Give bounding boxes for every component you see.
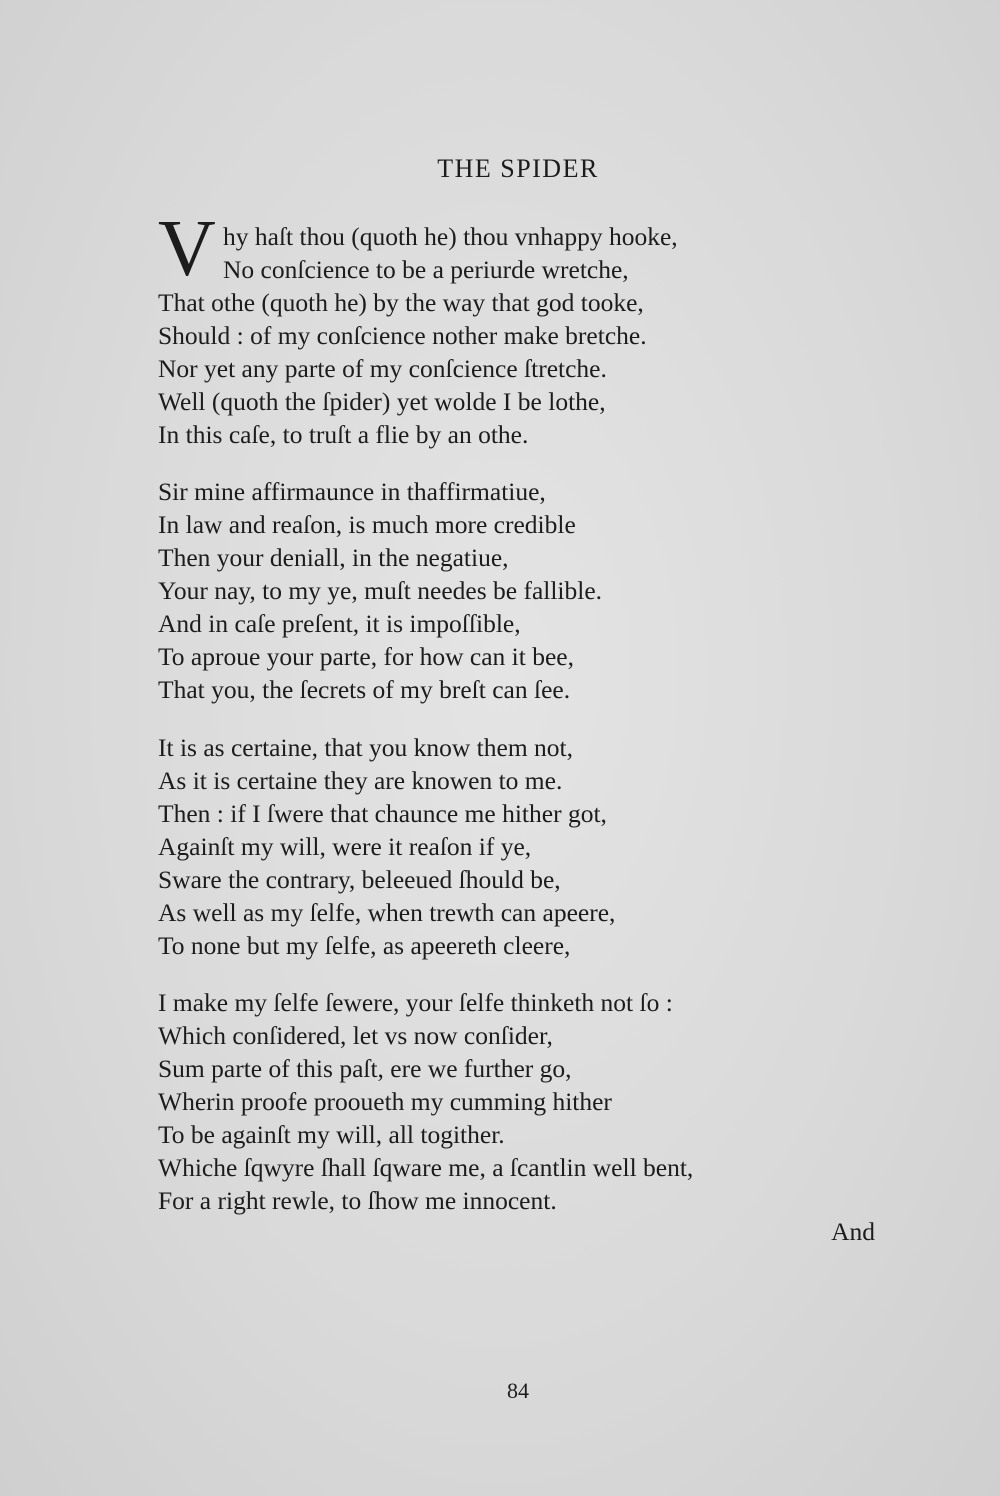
poem-line: Well (quoth the ſpider) yet wolde I be lothe, — [158, 387, 606, 416]
stanza-3 — [158, 731, 615, 962]
stanza-1 — [158, 220, 678, 451]
poem-line: In law and reaſon, is much more credible — [158, 510, 576, 539]
poem-line: To be againſt my will, all togither. — [158, 1120, 505, 1149]
poem-line: hy haſt thou (quoth he) thou vnhappy hooke, — [223, 222, 678, 251]
poem-line: Should : of my conſcience nother make bretche. — [158, 321, 647, 350]
poem-line: It is as certaine, that you know them not, — [158, 733, 573, 762]
poem-line: As well as my ſelfe, when trewth can apeere, — [158, 898, 616, 927]
poem-line: I make my ſelfe ſewere, your ſelfe thinketh not ſo : — [158, 988, 673, 1017]
catchword: And — [831, 1217, 875, 1246]
poem-line: That othe (quoth he) by the way that god tooke, — [158, 288, 644, 317]
poem-line: Sir mine affirmaunce in thaffirmatiue, — [158, 477, 546, 506]
poem-line: Wherin proofe prooueth my cumming hither — [158, 1087, 612, 1116]
poem-line: To aproue your parte, for how can it bee, — [158, 642, 574, 671]
poem-line: To none but my ſelfe, as apeereth cleere, — [158, 931, 571, 960]
page-number: 84 — [507, 1378, 529, 1403]
poem-line: Then : if I ſwere that chaunce me hither got, — [158, 799, 607, 828]
stanza-4 — [158, 986, 693, 1217]
poem-line: Nor yet any parte of my conſcience ſtretche. — [158, 354, 607, 383]
poem-line: Which conſidered, let vs now conſider, — [158, 1021, 553, 1050]
poem-line: Sum parte of this paſt, ere we further go, — [158, 1054, 572, 1083]
stanza-2 — [158, 475, 602, 706]
poem-line: No conſcience to be a periurde wretche, — [223, 255, 629, 284]
poem-title: THE SPIDER — [437, 154, 599, 183]
poem-line: And in caſe preſent, it is impoſſible, — [158, 609, 521, 638]
poem-line: Then your deniall, in the negatiue, — [158, 543, 509, 572]
poem-line: As it is certaine they are knowen to me. — [158, 766, 563, 795]
poem-line: For a right rewle, to ſhow me innocent. — [158, 1186, 557, 1215]
poem-line: Whiche ſqwyre ſhall ſqware me, a ſcantlin well bent, — [158, 1153, 694, 1182]
poem-line: That you, the ſecrets of my breſt can ſee. — [158, 675, 571, 704]
drop-cap-initial: V — [158, 205, 216, 293]
poem-line: Sware the contrary, beleeued ſhould be, — [158, 865, 561, 894]
poem-line: Your nay, to my ye, muſt needes be fallible. — [158, 576, 603, 605]
poem-line: Againſt my will, were it reaſon if ye, — [158, 832, 532, 861]
poem-line: In this caſe, to truſt a flie by an othe. — [158, 420, 529, 449]
